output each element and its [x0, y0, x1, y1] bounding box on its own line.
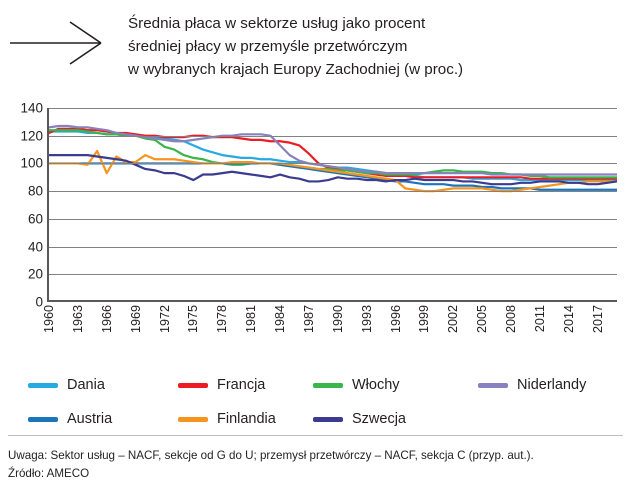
gridline	[49, 274, 617, 275]
series-lines	[49, 108, 617, 302]
chart-header	[0, 6, 630, 98]
title-line-2: średniej płacy w przemyśle przetwórczym	[128, 38, 408, 55]
legend-item-dania[interactable]	[28, 372, 105, 398]
gridline	[49, 219, 617, 220]
chart-area	[0, 100, 630, 315]
legend-label: Dania	[67, 377, 105, 393]
legend-row-top	[28, 372, 628, 398]
gridline	[49, 136, 617, 137]
legend-label: Francja	[217, 377, 266, 393]
gridline	[49, 247, 617, 248]
chart-legend	[28, 372, 628, 434]
legend-item-włochy[interactable]	[313, 372, 400, 398]
x-axis-line	[49, 300, 617, 302]
x-axis-tick-label: 1975	[186, 305, 201, 334]
page-title	[128, 12, 628, 81]
legend-swatch	[28, 383, 58, 388]
legend-swatch	[313, 383, 343, 388]
x-axis-tick-label: 1984	[273, 305, 288, 334]
y-axis-tick-label: 80	[27, 183, 43, 199]
title-line-3: w wybranych krajach Europy Zachodniej (w proc.)	[128, 61, 464, 78]
legend-label: Austria	[67, 411, 113, 427]
x-axis-tick-label: 1969	[128, 305, 143, 334]
x-axis-tick-label: 1996	[388, 305, 403, 334]
gridline	[49, 108, 617, 109]
x-axis-tick-label: 1960	[42, 305, 56, 334]
title-line-1: Średnia płaca w sektorze usług jako procent	[128, 15, 426, 32]
legend-swatch	[178, 383, 208, 388]
x-axis-tick-label: 2005	[475, 305, 490, 334]
legend-item-austria[interactable]	[28, 406, 112, 432]
y-axis-tick-label: 120	[20, 128, 43, 144]
x-axis-tick-label: 1981	[244, 305, 259, 334]
y-axis-tick-label: 140	[20, 100, 43, 116]
x-axis-labels	[42, 305, 617, 365]
y-axis-tick-label: 20	[27, 266, 43, 282]
legend-swatch	[478, 383, 508, 388]
y-axis-tick-label: 40	[27, 239, 43, 255]
x-axis-tick-label: 1999	[417, 305, 432, 334]
legend-item-francja[interactable]	[178, 372, 265, 398]
arrow-right-icon	[8, 20, 108, 66]
plot-region	[20, 100, 617, 310]
gridline	[49, 163, 617, 164]
x-axis-tick-label: 2008	[504, 305, 519, 334]
x-axis-tick-label: 2014	[561, 305, 576, 334]
gridline	[49, 191, 617, 192]
y-axis-tick-label: 0	[35, 294, 43, 310]
x-axis-tick-label: 1972	[157, 305, 172, 334]
footer-source: Źródło: AMECO	[8, 467, 90, 480]
x-axis-tick-label: 1987	[301, 305, 316, 334]
legend-swatch	[178, 417, 208, 422]
x-axis-tick-label: 1990	[330, 305, 345, 334]
x-axis-tick-label: 2011	[532, 305, 547, 333]
legend-item-finlandia[interactable]	[178, 406, 276, 432]
x-axis-tick-label: 1963	[70, 305, 85, 334]
legend-label: Finlandia	[217, 411, 276, 427]
x-axis-tick-label: 1966	[99, 305, 114, 334]
legend-item-niderlandy[interactable]	[478, 372, 586, 398]
legend-row-bottom	[28, 406, 628, 432]
x-axis-tick-label: 2002	[446, 305, 461, 334]
legend-label: Szwecja	[352, 411, 406, 427]
footer-divider	[8, 435, 623, 436]
legend-label: Niderlandy	[517, 377, 587, 393]
legend-label: Włochy	[352, 377, 400, 393]
y-axis-tick-label: 60	[27, 211, 43, 227]
footer-note: Uwaga: Sektor usług – NACF, sekcje od G do U; przemysł przetwórczy – NACF, sekcja C (przyp. aut.).	[8, 449, 534, 462]
legend-swatch	[28, 417, 58, 422]
legend-swatch	[313, 417, 343, 422]
x-axis-tick-label: 2017	[590, 305, 605, 334]
x-axis-tick-label: 1978	[215, 305, 230, 334]
legend-item-szwecja[interactable]	[313, 406, 406, 432]
x-axis-tick-label: 1993	[359, 305, 374, 334]
y-axis-tick-label: 100	[20, 155, 43, 171]
series-line-finlandia	[49, 151, 617, 191]
chart-footer	[8, 447, 623, 483]
